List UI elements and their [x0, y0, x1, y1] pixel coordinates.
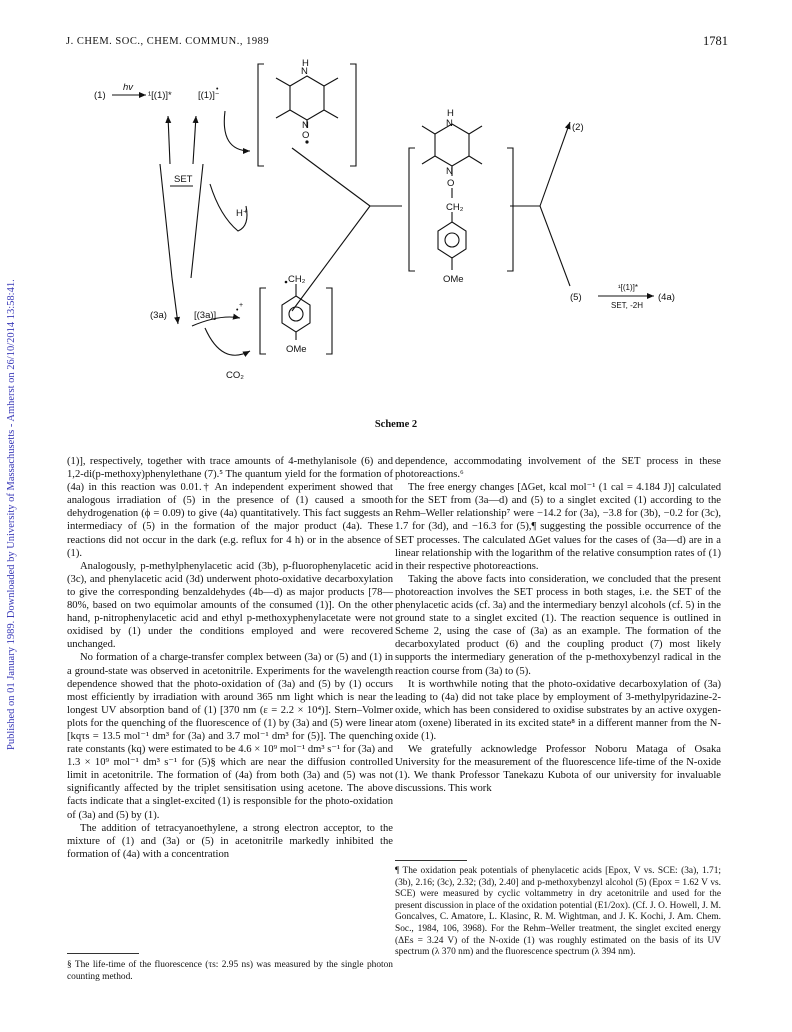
o-minus-label: O	[302, 130, 310, 141]
radical-cation-3a-label: [(3a)]	[194, 310, 217, 321]
scheme-caption: Scheme 2	[374, 419, 418, 430]
singlet-1-over-arrow: ¹[(1)]*	[618, 283, 638, 292]
merge-upper	[292, 148, 370, 206]
svg-text:•: •	[216, 86, 219, 93]
o-link-label: O	[447, 178, 455, 189]
right-paragraph-3: Taking the above facts into consideration, we concluded that the present photoreaction involves the SET process in both stages, i.e. the SET of the phenylacetic acids (cf. 3a) and the intermediary benzyl alcohols (cf. 5) in the ground state to a singlet excited (1). The reaction sequence is outlined in Scheme 2, using the case of (3a) as an example. The formation of the decarboxylated product (6) and the coupling product (7) most likely supports the intermediary generation of the p-methoxybenzyl radical in the reaction course from (3a) to (5).	[395, 573, 721, 677]
n-bottom-label: N	[302, 120, 309, 131]
set-label: SET	[174, 174, 193, 185]
right-paragraph-5: We gratefully acknowledge Professor Noboru Mataga of Osaka University for the measurement of the fluorescence life-time of the N-oxide (1). We thank Professor Tanekazu Kubota of our university for invaluable discussions. This work	[395, 744, 721, 795]
page-number: 1781	[703, 34, 728, 48]
radical-anion-label: [(1)]	[198, 90, 215, 101]
branch-lower	[540, 206, 570, 286]
compound-4a-label: (4a)	[658, 292, 675, 303]
footnote-right: ¶ The oxidation peak potentials of phenylacetic acids [Epox, V vs. SCE: (3a), 1.71; (3b), 2.16; (3c), 2.32; (3d), 2.40] and p-methoxybenzyl alcohol (5) (Epox = 1.62 V vs. SCE) were measured by cyclic voltammetry in dry acetonitrile and used for the present discussion in place of the oxidation potential (E1/2ox). (Cf. J. O. Howell, J. M. Goncalves, C. Amatore, L. Klasinc, R. M. Wightman, and J. K. Kochi, J. Am. Chem. Soc., 1984, 106, 3968). For the Rehm–Weller treatment, the singlet excited energy (ΔEs = 3.24 V) of the N-oxide (1) was roughly estimated on the basis of its UV spectrum (λ 370 nm) and the fluorescence spectrum (λ 394 nm).	[395, 866, 721, 958]
left-paragraph-1: (1)], respectively, together with trace amounts of 4-methylanisole (6) and 1,2-di(p-methoxy)phenylethane (7).⁵ The quantum yield for the formation of (4a) in this reaction was 0.01.† An independent experiment showed that analogous irradiation of (5) in the presence of (1) caused a smooth dehydrogenation (ϕ = 0.09) to give (4a) quantitatively. This fact suggests an intermediacy of (5) in the formation of the major product (4a). These reactions did not occur in the dark (e.g. reflux for 4 h) or in the absence of (1).	[67, 456, 393, 559]
set-minus-2h-label: SET, -2H	[611, 301, 644, 310]
compound-5-label: (5)	[570, 292, 582, 303]
right-paragraph-2: The free energy changes [ΔGet, kcal mol⁻¹ (1 cal = 4.184 J)] calculated for the SET from (3a—d) and (5) to a singlet excited (1) according to the Rehm–Weller relationship⁷ were −14.2 for (3a), −3.8 for (3b), −0.2 for (3c), 1.7 for (3d), and −16.3 for (5),¶ suggesting the possible occurrence of the SET processes. The calculated ΔGet values for the cases of (3a—d) are in a linear relationship with the logarithm of the relative consumption rates of (1) in their respective photoreactions.	[395, 482, 721, 572]
ome-label-center: OMe	[443, 274, 464, 285]
left-paragraph-2: Analogously, p-methylphenylacetic acid (3b), p-fluorophenylacetic acid (3c), and phenylacetic acid (3d) underwent photo-oxidative decarboxylation to give the corresponding benzaldehydes (4b—d) as major products [78—80%, based on two equimolar amounts of the consumed (1)]. On the other hand, p-nitrophenylacetic acid and ethyl p-methoxyphenylacetate were not oxidised by (1) under the conditions employed and were recovered unchanged.	[67, 560, 393, 651]
set-line-right	[191, 164, 203, 278]
curved-arrow-1	[224, 111, 250, 151]
co2-label: CO₂	[226, 370, 244, 381]
ch2-radical-label: CH₂	[288, 274, 306, 285]
h-center-label: H	[447, 108, 454, 119]
footnote-rule-right	[395, 860, 467, 861]
set-line-left	[160, 164, 172, 278]
n-top-label: N	[301, 66, 308, 77]
arrow-to-2	[540, 122, 570, 206]
compound-1-label: (1)	[94, 90, 106, 101]
merge-lower	[292, 206, 370, 311]
h-plus-label: H⁺	[236, 208, 248, 219]
compound-3a-label: (3a)	[150, 310, 167, 321]
left-column	[67, 455, 393, 861]
side-watermark	[4, 150, 18, 750]
running-header	[66, 36, 728, 52]
singlet-excited-1-label: ¹[(1)]*	[148, 90, 172, 101]
right-column	[395, 455, 721, 795]
ome-label-benzyl: OMe	[286, 344, 307, 355]
left-paragraph-4: The addition of tetracyanoethylene, a strong electron acceptor, to the mixture of (1) and (3a) or (5) in acetonitrile markedly inhibited the formation of (4a) with a concentration	[67, 822, 393, 860]
left-paragraph-3: No formation of a charge-transfer complex between (3a) or (5) and (1) in a ground-state was observed in acetonitrile. Experiments for the wavelength dependence showed that the photo-oxidation of (3a) and (5) by (1) occurs most efficiently by irradiation with around 365 nm light which is near the longest UV absorption band of (1) [370 nm (ε = 2.2 × 10⁴)]. Stern–Volmer plots for the quenching of the fluorescence of (1) by (3a) and (5) were linear [kqτs = 13.5 mol⁻¹ dm³ for (3a) and 3.7 mol⁻¹ dm³ for (5)]. The quenching rate constants (kq) were estimated to be 4.6 × 10⁹ mol⁻¹ dm³ s⁻¹ for (3a) and 1.3 × 10⁹ mol⁻¹ dm³ s⁻¹ for (5)§ which are near the diffusion controlled limit in acetonitrile. The formation of (4a) from both (3a) and (5) was not significantly affected by the triplet sensitisation using acetone. The above facts indicate that a singlet-excited (1) is responsible for the photo-oxidation of (3a) and (5) by (1).	[67, 652, 393, 821]
h-top-label: H	[302, 58, 309, 69]
n-center-bottom-label: N	[446, 166, 453, 177]
footnote-left: § The life-time of the fluorescence (τs: 2.95 ns) was measured by the single photon counting method.	[67, 960, 393, 982]
svg-text:•: •	[236, 307, 239, 314]
right-paragraph-4: It is worthwhile noting that the photo-oxidative decarboxylation of (3a) leading to (4a) did not take place by employment of 3-methylpyridazine-2-oxide, which has been considered to oxidise substrates by an active oxygen-atom (oxene) liberated in its excited state⁸ in a different manner from the N-oxide (1).	[395, 678, 721, 742]
footnote-rule-left	[67, 953, 139, 954]
reaction-scheme	[60, 56, 740, 396]
svg-text:−: −	[215, 91, 220, 98]
svg-text:+: +	[239, 302, 244, 309]
scheme-diagram	[60, 56, 740, 396]
compound-2-label: (2)	[572, 122, 584, 133]
n-center-top-label: N	[446, 118, 453, 129]
hv-label: hv	[123, 82, 134, 93]
set-arrow-down	[172, 278, 178, 324]
right-paragraph-1: dependence, accommodating involvement of the SET process in these photoreactions.⁶	[395, 456, 721, 481]
journal-title: J. CHEM. SOC., CHEM. COMMUN., 1989	[66, 36, 270, 47]
ch2-link-label: CH₂	[446, 202, 464, 213]
download-notice-link[interactable]: Published on 01 January 1989. Downloaded by University of Massachusetts - Amherst on 26/10/2014 13:58:41.	[6, 279, 17, 750]
